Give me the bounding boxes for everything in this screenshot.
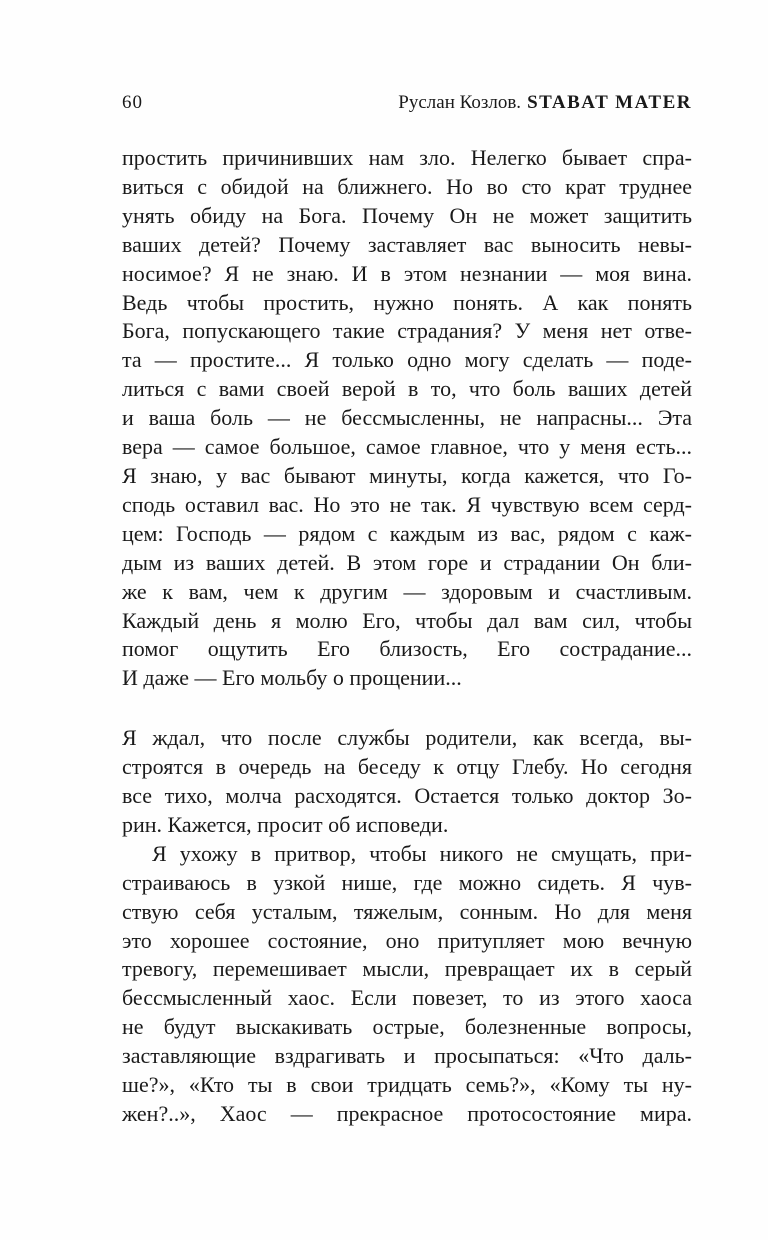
text-line: заставляющие вздрагивать и просыпаться: «Что даль- [122,1043,692,1069]
text-line: Бога, попускающего такие страдания? У меня нет отве- [122,318,692,344]
text-line: и ваша боль — не бессмысленны, не напрасны... Эта [122,405,692,431]
text-line: ствую себя усталым, тяжелым, сонным. Но для меня [122,898,692,924]
text-line: помог ощутить Его близость, Его сострадание... [122,636,692,662]
paragraph [122,840,692,1129]
text-line: И даже — Его мольбу о прощении... [122,665,462,691]
text-line: носимое? Я не знаю. И в этом незнании — моя вина. [122,260,692,286]
text-line: все тихо, молча расходятся. Остается только доктор Зо- [122,783,692,809]
text-line: та — простите... Я только одно могу сделать — поде- [122,347,692,373]
page-number: 60 [122,92,143,113]
text-line: тревогу, перемешивает мысли, превращает их в серый [122,956,692,982]
running-header [122,92,692,114]
text-line: бессмысленный хаос. Если повезет, то из этого хаоса [122,985,692,1011]
text-line: Ведь чтобы простить, нужно понять. А как понять [122,289,692,315]
body-text [122,144,692,1129]
text-line: виться с обидой на ближнего. Но во сто крат труднее [122,173,692,199]
running-author: Руслан Козлов. [398,92,522,113]
text-line: Я ухожу в притвор, чтобы никого не смущать, при- [152,840,692,866]
text-line: ваших детей? Почему заставляет вас выносить невы- [122,231,692,257]
text-line: цем: Господь — рядом с каждым из вас, рядом с каж- [122,520,692,546]
text-line: ше?», «Кто ты в свои тридцать семь?», «Кому ты ну- [122,1072,692,1098]
text-line: литься с вами своей верой в то, что боль ваших детей [122,376,692,402]
text-line: дым из ваших детей. В этом горе и страдании Он бли- [122,549,692,575]
running-title: STABAT MATER [527,92,692,113]
text-line: не будут выскакивать острые, болезненные вопросы, [122,1014,692,1040]
text-line: сподь оставил вас. Но это не так. Я чувствую всем серд- [122,491,692,517]
text-line: жен?..», Хаос — прекрасное протосостояние мира. [122,1101,692,1126]
paragraph [122,724,692,840]
text-line: вера — самое большое, самое главное, что у меня есть... [122,434,692,460]
text-line: Каждый день я молю Его, чтобы дал вам сил, чтобы [122,607,692,633]
paragraph [122,144,692,693]
text-line: простить причинивших нам зло. Нелегко бывает спра- [122,145,692,170]
text-line: рин. Кажется, просит об исповеди. [122,811,449,837]
text-line: строятся в очередь на беседу к отцу Глебу. Но сегодня [122,754,692,780]
running-title-group [398,92,692,114]
text-line: страиваюсь в узкой нише, где можно сидеть. Я чув- [122,869,692,895]
text-line: унять обиду на Бога. Почему Он не может защитить [122,202,692,228]
text-line: Я ждал, что после службы родители, как всегда, вы- [122,725,692,751]
text-line: это хорошее состояние, оно притупляет мою вечную [122,927,692,953]
text-line: же к вам, чем к другим — здоровым и счастливым. [122,578,692,604]
text-line: Я знаю, у вас бывают минуты, когда кажется, что Го- [122,462,692,488]
